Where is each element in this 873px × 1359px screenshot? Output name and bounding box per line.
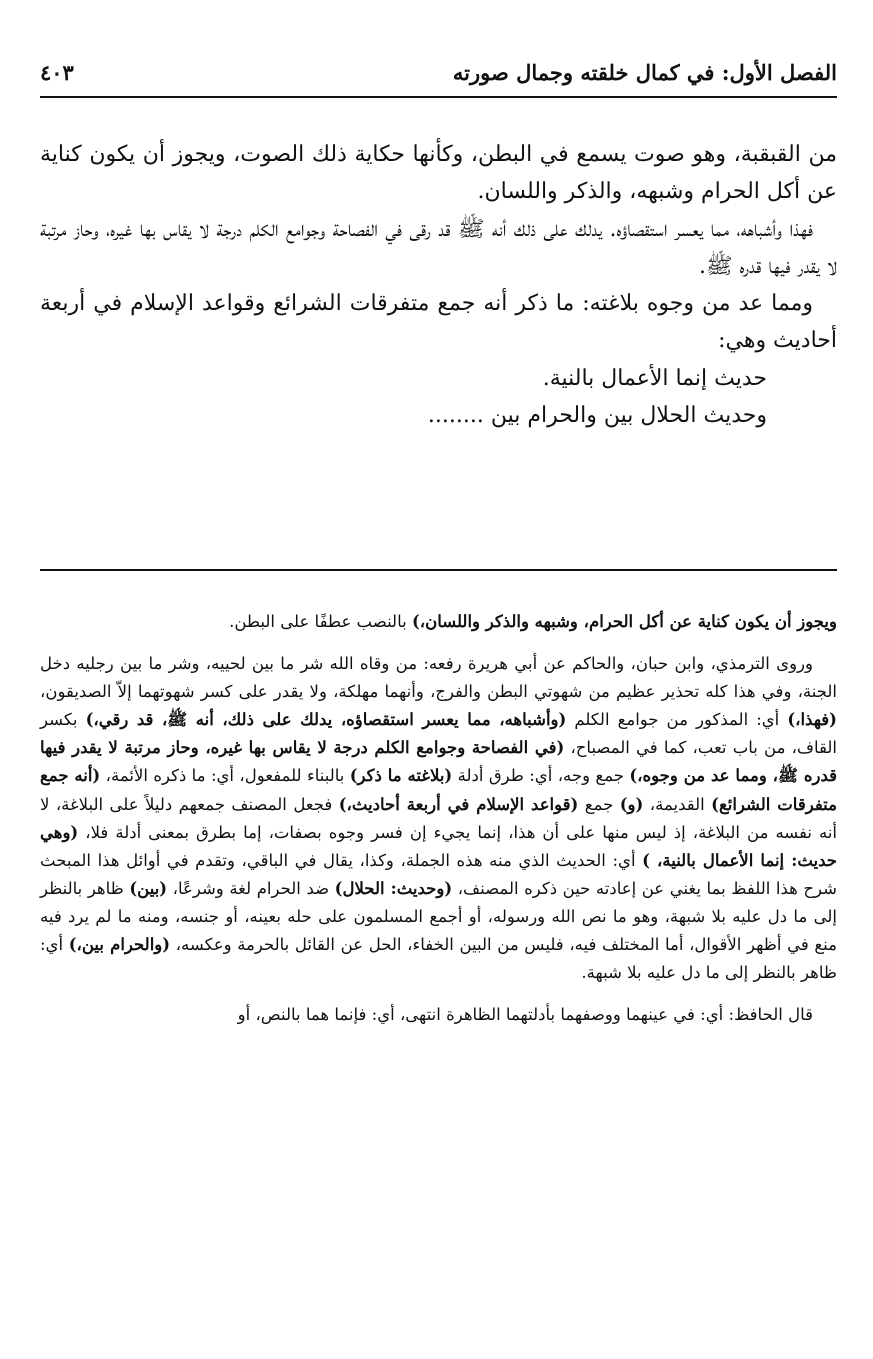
quoted-text: (وأشباهه، مما يعسر استقصاؤه، يدلك على ذلك، أنه ﷺ، قد رقي،) [85,710,567,730]
quoted-text: (بين) [129,878,168,898]
commentary-text: وروى الترمذي، وابن حبان، والحاكم عن أبي هريرة رفعه: من وقاه الله شر ما بين لحييه، وشر ما بين رجليه دخل الجنة، وفي هذا كله تحذير عظيم من شهوتي البطن والفرج، وأنهما مهلكة، ولا يقدر على كسر شهوتهما إلاّ الصديقون، [40,654,837,702]
commentary-paragraph [40,650,837,987]
commentary-paragraph [40,608,837,636]
commentary-paragraph: قال الحافظ: أي: في عينهما ووصفهما بأدلتهما الظاهرة انتهى، أي: فإنما هما بالنص، أو [237,1005,813,1025]
quoted-text: (في الفصاحة وجوامع الكلم درجة لا يقاس بها غيره، وحاز مرتبة لا يقدر فيها قدره ﷺ، ومما عد من وجوه،) [40,738,837,786]
main-text [40,136,837,434]
main-paragraph: فهذا وأشباهه، مما يعسر استقصاؤه. يدلك على ذلك أنه ﷺ قد رقى في الفصاحة وجوامع الكلم درجة لا يقاس بها غيره، وحاز مرتبة لا يقدر فيها قدره ﷺ. [40,216,837,279]
commentary-text: أي: ظاهر بالنظر إلى ما دل عليه بلا شبهة. [40,935,837,983]
quoted-text: (و) [619,794,644,814]
quoted-text: ويجوز أن يكون كناية عن أكل الحرام، وشبهه والذكر واللسان،) [411,612,837,631]
hadith-line: حديث إنما الأعمال بالنية. [542,365,767,391]
quoted-text: (وحديث: الحلال) [334,878,453,898]
quoted-text: (أنه جمع متفرقات الشرائع) [40,766,837,814]
commentary-text: بالنصب عطفًا على البطن. [229,612,412,631]
quoted-text: (بلاغته ما ذكر) [349,766,453,786]
commentary-text: ضد الحرام لغة وشرعًا، [167,878,335,898]
quoted-text: (والحرام بين،) [68,935,171,955]
commentary-text: القديمة، [643,794,712,814]
commentary [40,608,837,1029]
hadith-line: وحديث الحلال بين والحرام بين ........ [427,403,767,429]
quoted-text: (فهذا،) [787,710,837,730]
main-paragraph: ومما عد من وجوه بلاغته: ما ذكر أنه جمع متفرقات الشرائع وقواعد الإسلام في أربعة أحاديث وهي: [40,291,837,354]
commentary-text: جمع وجه، أي: طرق أدلة [452,766,630,786]
quoted-text: (وهي حديث: إنما الأعمال بالنية، ) [40,822,837,870]
commentary-text: ظاهر بالنظر إلى ما دل عليه بلا شبهة، وهو ما نص الله ورسوله، أو أجمع المسلمون على حله بعينه، أو جنسه، ومنه ما لم يرد فيه منع في أظهر الأقوال، أما المختلف فيه، فليس من البين الخفاء، الحل عن القائل بالحرمة وعكسه، [40,878,838,955]
commentary-text: جمع [578,794,620,814]
commentary-text: أي: الحديث الذي منه هذه الجملة، وكذا، يقال في الباقي، وتقدم في أوائل هذا المبحث شرح هذا اللفظ بما يغني عن إعادته حين ذكره المصنف، [40,850,837,898]
commentary-text: فجعل المصنف جمعهم دليلاً على البلاغة، لا أنه نفسه من البلاغة، إذ ليس منها على أن هذا، إنما يجيء إن فسر وجوه بصفات، إما بطرق بمعنى أدلة فلا، [40,794,837,842]
page-header [40,56,837,98]
quoted-text: (قواعد الإسلام في أربعة أحاديث،) [338,794,579,814]
commentary-text: أي: المذكور من جوامع الكلم [566,710,788,730]
commentary-text: بكسر القاف، من باب تعب، كما في المصباح، [40,710,837,758]
chapter-title: الفصل الأول: في كمال خلقته وجمال صورته [452,60,837,85]
footnote-separator [40,569,837,571]
main-paragraph: من القبقبة، وهو صوت يسمع في البطن، وكأنها حكاية ذلك الصوت، ويجوز أن يكون كناية عن أكل الحرام وشبهه، والذكر واللسان. [40,142,837,205]
commentary-text: بالبناء للمفعول، أي: ما ذكره الأئمة، [100,766,350,786]
page-number: ٤٠٣ [40,60,74,85]
